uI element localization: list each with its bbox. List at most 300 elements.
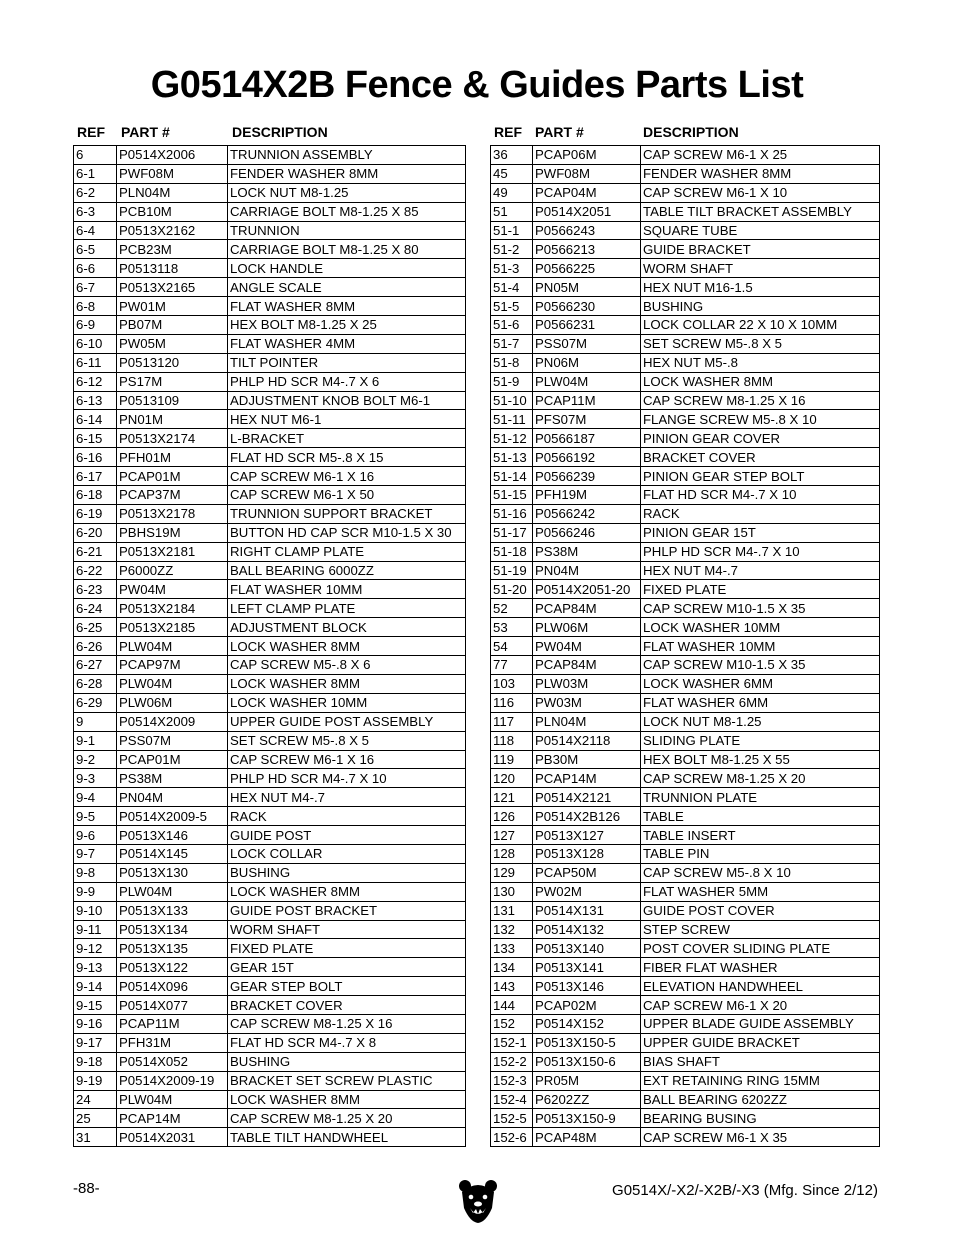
cell-description: BUSHING bbox=[228, 863, 466, 882]
cell-part-number: P0514X131 bbox=[533, 901, 641, 920]
cell-description: FLANGE SCREW M5-.8 X 10 bbox=[641, 410, 880, 429]
cell-ref: 24 bbox=[74, 1090, 117, 1109]
cell-ref: 143 bbox=[491, 977, 533, 996]
table-row bbox=[491, 467, 880, 486]
cell-ref: 6-13 bbox=[74, 391, 117, 410]
table-row bbox=[491, 202, 880, 221]
cell-part-number: P0513X140 bbox=[533, 939, 641, 958]
cell-part-number: P0514X2009 bbox=[117, 712, 228, 731]
table-row bbox=[74, 958, 466, 977]
cell-part-number: PR05M bbox=[533, 1071, 641, 1090]
table-row bbox=[74, 1109, 466, 1128]
cell-part-number: PW04M bbox=[533, 637, 641, 656]
cell-part-number: PLW04M bbox=[533, 372, 641, 391]
cell-part-number: P0513X2174 bbox=[117, 429, 228, 448]
cell-part-number: P0514X2006 bbox=[117, 146, 228, 165]
cell-ref: 54 bbox=[491, 637, 533, 656]
cell-ref: 51-19 bbox=[491, 561, 533, 580]
cell-ref: 152-6 bbox=[491, 1128, 533, 1147]
cell-part-number: PCAP06M bbox=[533, 146, 641, 165]
cell-part-number: PCAP01M bbox=[117, 750, 228, 769]
cell-part-number: PLW06M bbox=[117, 693, 228, 712]
table-row bbox=[491, 769, 880, 788]
table-row bbox=[491, 996, 880, 1015]
table-row bbox=[74, 580, 466, 599]
cell-part-number: PCB10M bbox=[117, 202, 228, 221]
cell-part-number: PLW04M bbox=[117, 637, 228, 656]
cell-part-number: P0513X150-6 bbox=[533, 1052, 641, 1071]
cell-ref: 9-9 bbox=[74, 882, 117, 901]
header-part: PART # bbox=[535, 123, 584, 140]
table-row bbox=[491, 542, 880, 561]
table-row bbox=[491, 637, 880, 656]
cell-description: LOCK WASHER 8MM bbox=[228, 674, 466, 693]
cell-description: FLAT WASHER 5MM bbox=[641, 882, 880, 901]
table-row bbox=[74, 996, 466, 1015]
cell-description: FIXED PLATE bbox=[641, 580, 880, 599]
cell-ref: 51-5 bbox=[491, 297, 533, 316]
cell-ref: 51-17 bbox=[491, 523, 533, 542]
cell-ref: 6-15 bbox=[74, 429, 117, 448]
table-row bbox=[74, 1128, 466, 1147]
cell-description: HEX BOLT M8-1.25 X 55 bbox=[641, 750, 880, 769]
table-row bbox=[491, 297, 880, 316]
table-row bbox=[491, 750, 880, 769]
cell-part-number: P0513X2181 bbox=[117, 542, 228, 561]
cell-ref: 6-14 bbox=[74, 410, 117, 429]
cell-description: CAP SCREW M8-1.25 X 16 bbox=[641, 391, 880, 410]
cell-ref: 9-16 bbox=[74, 1014, 117, 1033]
table-row bbox=[491, 807, 880, 826]
cell-part-number: PCAP50M bbox=[533, 863, 641, 882]
table-row bbox=[491, 334, 880, 353]
table-row bbox=[74, 259, 466, 278]
table-row bbox=[491, 920, 880, 939]
cell-description: GUIDE POST bbox=[228, 826, 466, 845]
cell-part-number: P0566187 bbox=[533, 429, 641, 448]
cell-part-number: P0513X135 bbox=[117, 939, 228, 958]
cell-ref: 126 bbox=[491, 807, 533, 826]
cell-description: CAP SCREW M6-1 X 25 bbox=[641, 146, 880, 165]
table-row bbox=[74, 863, 466, 882]
cell-ref: 144 bbox=[491, 996, 533, 1015]
table-row bbox=[491, 1052, 880, 1071]
cell-description: LOCK WASHER 10MM bbox=[228, 693, 466, 712]
cell-part-number: PB07M bbox=[117, 316, 228, 335]
header-ref: REF bbox=[77, 123, 105, 140]
cell-ref: 119 bbox=[491, 750, 533, 769]
cell-description: EXT RETAINING RING 15MM bbox=[641, 1071, 880, 1090]
cell-ref: 49 bbox=[491, 183, 533, 202]
cell-part-number: PW05M bbox=[117, 334, 228, 353]
table-row bbox=[491, 958, 880, 977]
cell-description: FLAT WASHER 6MM bbox=[641, 693, 880, 712]
cell-description: CAP SCREW M10-1.5 X 35 bbox=[641, 599, 880, 618]
table-row bbox=[74, 674, 466, 693]
page-title: G0514X2B Fence & Guides Parts List bbox=[150, 64, 804, 106]
cell-ref: 9-13 bbox=[74, 958, 117, 977]
model-info: G0514X/-X2/-X2B/-X3 (Mfg. Since 2/12) bbox=[612, 1182, 878, 1199]
cell-ref: 127 bbox=[491, 826, 533, 845]
cell-description: BRACKET SET SCREW PLASTIC bbox=[228, 1071, 466, 1090]
cell-part-number: PFH31M bbox=[117, 1033, 228, 1052]
table-row bbox=[74, 712, 466, 731]
cell-part-number: P0513X133 bbox=[117, 901, 228, 920]
table-row bbox=[491, 882, 880, 901]
cell-description: PINION GEAR COVER bbox=[641, 429, 880, 448]
cell-description: BIAS SHAFT bbox=[641, 1052, 880, 1071]
cell-part-number: PBHS19M bbox=[117, 523, 228, 542]
cell-part-number: PCAP11M bbox=[533, 391, 641, 410]
table-row bbox=[74, 183, 466, 202]
cell-ref: 152 bbox=[491, 1014, 533, 1033]
cell-ref: 9-3 bbox=[74, 769, 117, 788]
cell-ref: 51-12 bbox=[491, 429, 533, 448]
table-row bbox=[491, 693, 880, 712]
cell-ref: 9-2 bbox=[74, 750, 117, 769]
cell-ref: 9 bbox=[74, 712, 117, 731]
cell-description: TRUNNION PLATE bbox=[641, 788, 880, 807]
bear-head-icon bbox=[458, 1178, 498, 1224]
cell-ref: 6-5 bbox=[74, 240, 117, 259]
table-row bbox=[491, 1014, 880, 1033]
cell-description: FLAT HD SCR M4-.7 X 10 bbox=[641, 486, 880, 505]
cell-ref: 6-20 bbox=[74, 523, 117, 542]
cell-description: CAP SCREW M6-1 X 10 bbox=[641, 183, 880, 202]
table-row bbox=[74, 523, 466, 542]
table-row bbox=[491, 183, 880, 202]
cell-description: CAP SCREW M5-.8 X 6 bbox=[228, 656, 466, 675]
cell-part-number: P0513X2184 bbox=[117, 599, 228, 618]
cell-part-number: P0514X2051 bbox=[533, 202, 641, 221]
table-row bbox=[491, 712, 880, 731]
cell-description: CAP SCREW M8-1.25 X 20 bbox=[228, 1109, 466, 1128]
cell-part-number: P0514X077 bbox=[117, 996, 228, 1015]
table-row bbox=[491, 353, 880, 372]
table-row bbox=[491, 1109, 880, 1128]
cell-description: BEARING BUSING bbox=[641, 1109, 880, 1128]
cell-part-number: P0513X2162 bbox=[117, 221, 228, 240]
cell-ref: 6-6 bbox=[74, 259, 117, 278]
cell-ref: 6-9 bbox=[74, 316, 117, 335]
table-row bbox=[491, 523, 880, 542]
cell-part-number: P0514X2031 bbox=[117, 1128, 228, 1147]
cell-part-number: PCAP04M bbox=[533, 183, 641, 202]
cell-ref: 9-6 bbox=[74, 826, 117, 845]
cell-part-number: P0513X130 bbox=[117, 863, 228, 882]
cell-description: WORM SHAFT bbox=[228, 920, 466, 939]
cell-ref: 51-20 bbox=[491, 580, 533, 599]
table-row bbox=[74, 788, 466, 807]
cell-description: FLAT HD SCR M5-.8 X 15 bbox=[228, 448, 466, 467]
table-row bbox=[74, 1014, 466, 1033]
cell-ref: 128 bbox=[491, 844, 533, 863]
table-row bbox=[491, 146, 880, 165]
cell-ref: 6-1 bbox=[74, 164, 117, 183]
cell-part-number: PLW06M bbox=[533, 618, 641, 637]
cell-description: CAP SCREW M6-1 X 16 bbox=[228, 467, 466, 486]
cell-ref: 6 bbox=[74, 146, 117, 165]
cell-description: CAP SCREW M6-1 X 50 bbox=[228, 486, 466, 505]
cell-ref: 6-8 bbox=[74, 297, 117, 316]
cell-description: CAP SCREW M6-1 X 20 bbox=[641, 996, 880, 1015]
cell-description: BUSHING bbox=[641, 297, 880, 316]
cell-description: L-BRACKET bbox=[228, 429, 466, 448]
table-row bbox=[74, 731, 466, 750]
table-header-left bbox=[73, 120, 466, 143]
cell-ref: 9-17 bbox=[74, 1033, 117, 1052]
cell-description: FENDER WASHER 8MM bbox=[641, 164, 880, 183]
cell-ref: 52 bbox=[491, 599, 533, 618]
cell-description: WORM SHAFT bbox=[641, 259, 880, 278]
cell-ref: 133 bbox=[491, 939, 533, 958]
cell-description: BALL BEARING 6202ZZ bbox=[641, 1090, 880, 1109]
header-description: DESCRIPTION bbox=[643, 123, 739, 140]
cell-description: LOCK WASHER 8MM bbox=[228, 1090, 466, 1109]
cell-part-number: PLN04M bbox=[117, 183, 228, 202]
cell-part-number: P0513X2185 bbox=[117, 618, 228, 637]
cell-ref: 51-13 bbox=[491, 448, 533, 467]
cell-description: TILT POINTER bbox=[228, 353, 466, 372]
cell-part-number: P0514X2009-19 bbox=[117, 1071, 228, 1090]
cell-description: FLAT WASHER 10MM bbox=[228, 580, 466, 599]
cell-description: POST COVER SLIDING PLATE bbox=[641, 939, 880, 958]
table-row bbox=[491, 901, 880, 920]
cell-part-number: P0514X2121 bbox=[533, 788, 641, 807]
cell-part-number: PW04M bbox=[117, 580, 228, 599]
cell-part-number: P0513120 bbox=[117, 353, 228, 372]
cell-description: SLIDING PLATE bbox=[641, 731, 880, 750]
table-row bbox=[491, 731, 880, 750]
cell-part-number: P0514X2009-5 bbox=[117, 807, 228, 826]
cell-description: TABLE bbox=[641, 807, 880, 826]
parts-table-right bbox=[490, 120, 880, 1147]
cell-part-number: PCAP37M bbox=[117, 486, 228, 505]
cell-part-number: PCAP97M bbox=[117, 656, 228, 675]
cell-description: LOCK NUT M8-1.25 bbox=[228, 183, 466, 202]
table-row bbox=[491, 259, 880, 278]
cell-description: GUIDE POST COVER bbox=[641, 901, 880, 920]
cell-part-number: P0513X150-5 bbox=[533, 1033, 641, 1052]
table-row bbox=[74, 637, 466, 656]
cell-part-number: P0513X146 bbox=[533, 977, 641, 996]
cell-description: FLAT WASHER 4MM bbox=[228, 334, 466, 353]
table-row bbox=[74, 297, 466, 316]
table-row bbox=[491, 372, 880, 391]
cell-ref: 51-8 bbox=[491, 353, 533, 372]
table-row bbox=[491, 410, 880, 429]
cell-part-number: PCAP02M bbox=[533, 996, 641, 1015]
cell-part-number: P0513X127 bbox=[533, 826, 641, 845]
cell-part-number: PW03M bbox=[533, 693, 641, 712]
table-row bbox=[74, 750, 466, 769]
cell-ref: 6-28 bbox=[74, 674, 117, 693]
cell-description: PHLP HD SCR M4-.7 X 6 bbox=[228, 372, 466, 391]
cell-description: LOCK WASHER 8MM bbox=[641, 372, 880, 391]
table-row bbox=[74, 693, 466, 712]
cell-part-number: PLN04M bbox=[533, 712, 641, 731]
table-row bbox=[491, 448, 880, 467]
cell-part-number: P0514X2B126 bbox=[533, 807, 641, 826]
cell-part-number: P0566192 bbox=[533, 448, 641, 467]
cell-ref: 6-7 bbox=[74, 278, 117, 297]
cell-part-number: PLW04M bbox=[117, 674, 228, 693]
table-row bbox=[74, 429, 466, 448]
cell-description: CAP SCREW M6-1 X 16 bbox=[228, 750, 466, 769]
cell-ref: 6-12 bbox=[74, 372, 117, 391]
cell-description: HEX NUT M16-1.5 bbox=[641, 278, 880, 297]
cell-description: FLAT HD SCR M4-.7 X 8 bbox=[228, 1033, 466, 1052]
table-row bbox=[491, 863, 880, 882]
cell-ref: 51-15 bbox=[491, 486, 533, 505]
cell-part-number: P0514X2118 bbox=[533, 731, 641, 750]
cell-description: STEP SCREW bbox=[641, 920, 880, 939]
cell-ref: 118 bbox=[491, 731, 533, 750]
cell-description: BALL BEARING 6000ZZ bbox=[228, 561, 466, 580]
cell-part-number: PW01M bbox=[117, 297, 228, 316]
table-row bbox=[74, 448, 466, 467]
cell-ref: 25 bbox=[74, 1109, 117, 1128]
cell-description: CARRIAGE BOLT M8-1.25 X 85 bbox=[228, 202, 466, 221]
cell-ref: 103 bbox=[491, 674, 533, 693]
table-row bbox=[74, 486, 466, 505]
table-row bbox=[74, 467, 466, 486]
table-row bbox=[74, 618, 466, 637]
cell-description: TABLE TILT BRACKET ASSEMBLY bbox=[641, 202, 880, 221]
table-row bbox=[74, 353, 466, 372]
cell-description: TRUNNION bbox=[228, 221, 466, 240]
cell-ref: 77 bbox=[491, 656, 533, 675]
cell-ref: 9-10 bbox=[74, 901, 117, 920]
cell-ref: 6-11 bbox=[74, 353, 117, 372]
cell-part-number: PFH01M bbox=[117, 448, 228, 467]
table-row bbox=[74, 939, 466, 958]
cell-ref: 51-4 bbox=[491, 278, 533, 297]
cell-description: LOCK COLLAR bbox=[228, 844, 466, 863]
table-row bbox=[491, 561, 880, 580]
cell-part-number: P0566242 bbox=[533, 504, 641, 523]
cell-ref: 9-7 bbox=[74, 844, 117, 863]
cell-ref: 51-14 bbox=[491, 467, 533, 486]
cell-ref: 51 bbox=[491, 202, 533, 221]
cell-part-number: P0513X128 bbox=[533, 844, 641, 863]
cell-part-number: PN05M bbox=[533, 278, 641, 297]
table-row bbox=[74, 504, 466, 523]
table-row bbox=[74, 542, 466, 561]
cell-description: CAP SCREW M8-1.25 X 20 bbox=[641, 769, 880, 788]
table-row bbox=[491, 486, 880, 505]
table-row bbox=[491, 674, 880, 693]
cell-ref: 6-26 bbox=[74, 637, 117, 656]
cell-ref: 6-29 bbox=[74, 693, 117, 712]
cell-ref: 51-10 bbox=[491, 391, 533, 410]
cell-description: HEX NUT M4-.7 bbox=[228, 788, 466, 807]
table-row bbox=[74, 844, 466, 863]
cell-description: SQUARE TUBE bbox=[641, 221, 880, 240]
cell-ref: 9-1 bbox=[74, 731, 117, 750]
parts-table-left bbox=[73, 120, 466, 1147]
cell-ref: 9-14 bbox=[74, 977, 117, 996]
cell-description: LOCK WASHER 8MM bbox=[228, 637, 466, 656]
cell-ref: 152-2 bbox=[491, 1052, 533, 1071]
cell-description: BRACKET COVER bbox=[641, 448, 880, 467]
cell-part-number: P0514X2051-20 bbox=[533, 580, 641, 599]
table-row bbox=[491, 826, 880, 845]
table-row bbox=[491, 240, 880, 259]
cell-description: GEAR STEP BOLT bbox=[228, 977, 466, 996]
cell-ref: 53 bbox=[491, 618, 533, 637]
table-row bbox=[74, 807, 466, 826]
cell-description: CAP SCREW M6-1 X 35 bbox=[641, 1128, 880, 1147]
cell-ref: 6-25 bbox=[74, 618, 117, 637]
cell-description: LOCK WASHER 6MM bbox=[641, 674, 880, 693]
table-row bbox=[491, 599, 880, 618]
table-row bbox=[74, 221, 466, 240]
table-row bbox=[74, 316, 466, 335]
cell-ref: 9-12 bbox=[74, 939, 117, 958]
cell-description: TABLE TILT HANDWHEEL bbox=[228, 1128, 466, 1147]
cell-part-number: P0566243 bbox=[533, 221, 641, 240]
cell-description: BRACKET COVER bbox=[228, 996, 466, 1015]
table-row bbox=[491, 788, 880, 807]
cell-ref: 9-8 bbox=[74, 863, 117, 882]
table-row bbox=[491, 580, 880, 599]
cell-part-number: PB30M bbox=[533, 750, 641, 769]
cell-ref: 152-1 bbox=[491, 1033, 533, 1052]
table-row bbox=[491, 1090, 880, 1109]
cell-part-number: PN04M bbox=[533, 561, 641, 580]
table-row bbox=[74, 656, 466, 675]
table-row bbox=[74, 372, 466, 391]
cell-part-number: P0566239 bbox=[533, 467, 641, 486]
cell-part-number: PFS07M bbox=[533, 410, 641, 429]
cell-part-number: PCAP11M bbox=[117, 1014, 228, 1033]
cell-ref: 9-11 bbox=[74, 920, 117, 939]
cell-description: RACK bbox=[228, 807, 466, 826]
cell-ref: 51-3 bbox=[491, 259, 533, 278]
cell-description: HEX NUT M5-.8 bbox=[641, 353, 880, 372]
cell-description: GUIDE BRACKET bbox=[641, 240, 880, 259]
cell-ref: 9-5 bbox=[74, 807, 117, 826]
cell-part-number: P0513118 bbox=[117, 259, 228, 278]
cell-description: FIXED PLATE bbox=[228, 939, 466, 958]
table-row bbox=[74, 240, 466, 259]
cell-description: LOCK HANDLE bbox=[228, 259, 466, 278]
cell-part-number: P0566225 bbox=[533, 259, 641, 278]
table-row bbox=[491, 504, 880, 523]
cell-ref: 6-19 bbox=[74, 504, 117, 523]
cell-ref: 9-15 bbox=[74, 996, 117, 1015]
cell-part-number: PS38M bbox=[533, 542, 641, 561]
cell-part-number: P0513X122 bbox=[117, 958, 228, 977]
table-row bbox=[491, 977, 880, 996]
cell-part-number: PWF08M bbox=[533, 164, 641, 183]
cell-ref: 9-4 bbox=[74, 788, 117, 807]
cell-description: PHLP HD SCR M4-.7 X 10 bbox=[228, 769, 466, 788]
table-row bbox=[74, 1090, 466, 1109]
cell-ref: 132 bbox=[491, 920, 533, 939]
cell-part-number: PN06M bbox=[533, 353, 641, 372]
cell-description: TRUNNION ASSEMBLY bbox=[228, 146, 466, 165]
cell-part-number: PN04M bbox=[117, 788, 228, 807]
cell-part-number: PCB23M bbox=[117, 240, 228, 259]
cell-description: CAP SCREW M10-1.5 X 35 bbox=[641, 656, 880, 675]
cell-description: ELEVATION HANDWHEEL bbox=[641, 977, 880, 996]
table-row bbox=[491, 939, 880, 958]
table-row bbox=[74, 561, 466, 580]
table-row bbox=[74, 826, 466, 845]
cell-description: TABLE INSERT bbox=[641, 826, 880, 845]
